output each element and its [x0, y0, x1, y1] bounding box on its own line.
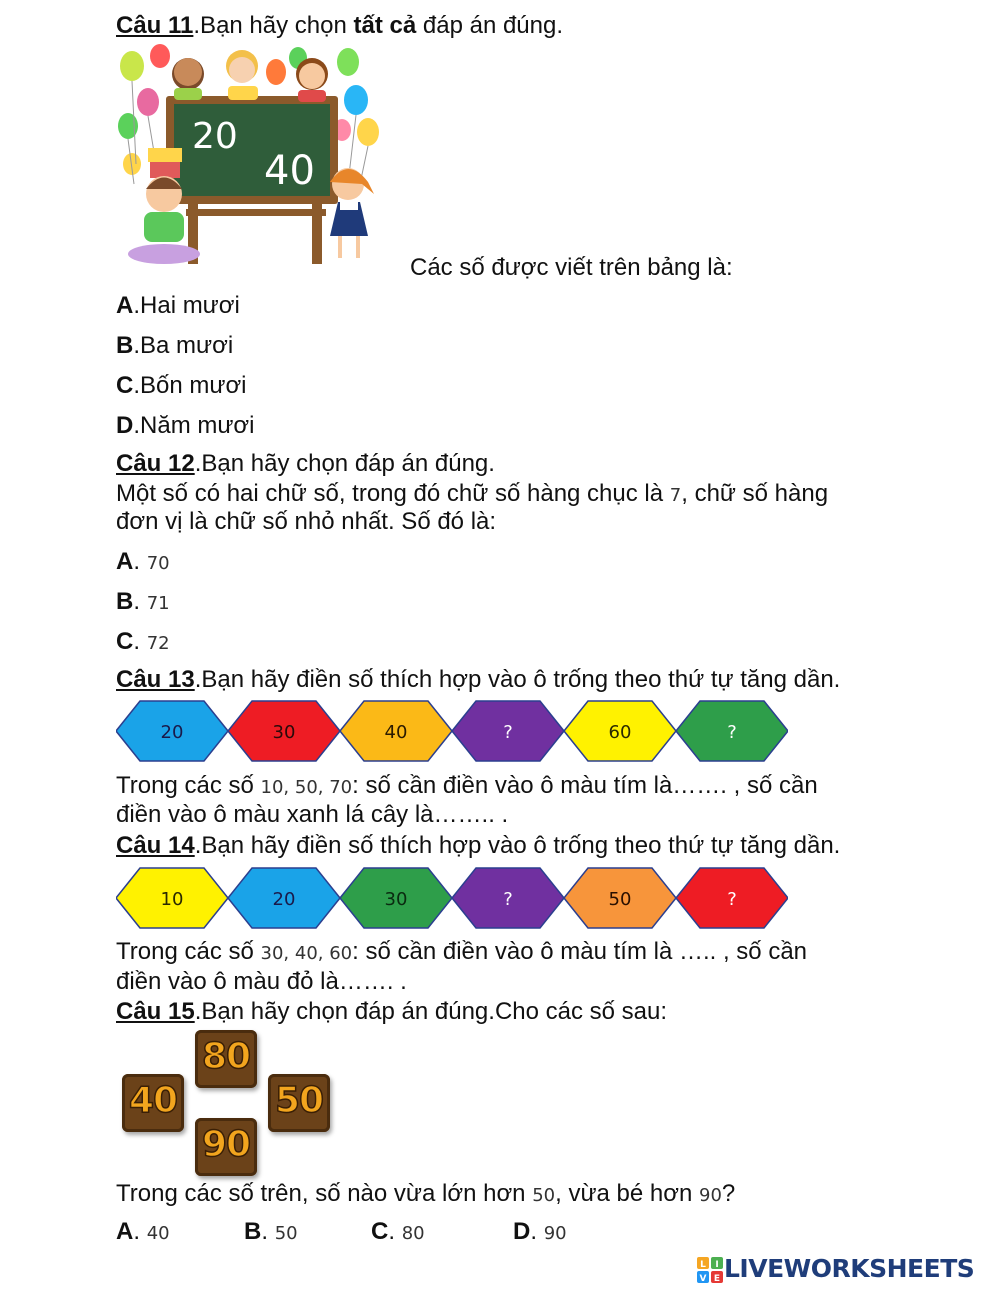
q15-option-d[interactable]: D. 90 [513, 1218, 567, 1245]
option-letter: D [116, 412, 134, 439]
option-letter: A [116, 548, 134, 575]
option-letter: C [371, 1218, 389, 1245]
option-letter: D [513, 1218, 531, 1245]
q13-line1-pre: Trong các số [116, 772, 261, 799]
q14-title: .Bạn hãy điền số thích hợp vào ô trống theo thứ tự tăng dần. [194, 832, 841, 859]
option-value: 40 [146, 1223, 170, 1244]
number-tile-40 [122, 1074, 184, 1132]
q11-title-bold: tất cả [353, 12, 417, 39]
hexagon-label: 20 [272, 889, 296, 910]
q12-number: Câu 12 [116, 450, 195, 477]
option-value: 71 [146, 593, 170, 614]
option-letter: A [116, 292, 134, 319]
q13-number: Câu 13 [116, 666, 195, 693]
q12-line1-num: 7 [669, 485, 682, 506]
hexagon-label: 30 [384, 889, 408, 910]
q13-heading [116, 666, 840, 694]
q13-hexagon-5 [564, 700, 676, 762]
option-text: .Ba mươi [133, 332, 234, 359]
q15-question [116, 1180, 735, 1210]
q13-line1-nums: 10, 50, 70 [260, 777, 353, 798]
option-text: .Bốn mươi [133, 372, 247, 399]
q12-line1-pre: Một số có hai chữ số, trong đó chữ số hàng chục là [116, 480, 670, 507]
number-tile-90 [195, 1118, 257, 1176]
q15-title: .Bạn hãy chọn đáp án đúng.Cho các số sau: [194, 998, 668, 1025]
q11-number: Câu 11 [116, 12, 194, 39]
q12-line1 [116, 480, 828, 510]
q15-question-pre: Trong các số trên, số nào vừa lớn hơn [116, 1180, 533, 1207]
q14-hexagon-2 [228, 867, 340, 929]
q14-line1-nums: 30, 40, 60 [260, 943, 353, 964]
option-value: 90 [543, 1223, 567, 1244]
tile-label: 40 [128, 1080, 178, 1121]
hexagon-label: ? [503, 722, 513, 743]
q11-option-b[interactable] [116, 332, 233, 360]
q11-title-pre: .Bạn hãy chọn [193, 12, 354, 39]
q11-option-a[interactable] [116, 292, 240, 320]
q11-caption: Các số được viết trên bảng là: [410, 254, 733, 281]
q12-line1-post: , chữ số hàng [681, 480, 829, 507]
q13-hexagon-2 [228, 700, 340, 762]
liveworksheets-logo-text: LIVEWORKSHEETS [724, 1254, 975, 1283]
option-value: 50 [274, 1223, 298, 1244]
option-letter: A [116, 1218, 134, 1245]
hexagon-label: 30 [272, 722, 296, 743]
q15-option-a[interactable]: A. 40 [116, 1218, 170, 1245]
option-text: .Năm mươi [133, 412, 255, 439]
hexagon-label: ? [727, 722, 737, 743]
tile-label: 50 [274, 1080, 324, 1121]
q14-line1-post: : số cần điền vào ô màu tím là ….. , số cần [352, 938, 808, 965]
option-letter: B [116, 588, 134, 615]
hexagon-label: ? [727, 889, 737, 910]
q14-line2: điền vào ô màu đỏ là……. . [116, 968, 407, 995]
hexagon-label: 10 [160, 889, 184, 910]
option-value: 80 [401, 1223, 425, 1244]
q12-option-b[interactable]: B. 71 [116, 588, 170, 615]
q14-hexagon-row [116, 867, 788, 929]
q15-question-post: ? [721, 1180, 736, 1207]
hexagon-label: 20 [160, 722, 184, 743]
tile-label: 80 [201, 1036, 251, 1077]
q13-line2: điền vào ô màu xanh lá cây là…….. . [116, 801, 509, 828]
q15-option-c[interactable]: C. 80 [371, 1218, 425, 1245]
q12-title: .Bạn hãy chọn đáp án đúng. [194, 450, 495, 477]
number-tile-50 [268, 1074, 330, 1132]
q13-hexagon-6[interactable] [676, 700, 788, 762]
q14-line1-pre: Trong các số [116, 938, 261, 965]
chalkboard-kids-illustration [116, 44, 401, 272]
hexagon-label: 40 [384, 722, 408, 743]
q12-option-a[interactable]: A. 70 [116, 548, 170, 575]
board-number-2: 40 [264, 148, 315, 194]
q13-line1 [116, 772, 818, 802]
q14-hexagon-6[interactable] [676, 867, 788, 929]
q11-title-post: đáp án đúng. [416, 12, 564, 39]
option-value: 70 [146, 553, 170, 574]
q13-line1-post: : số cần điền vào ô màu tím là……. , số cần [352, 772, 818, 799]
option-letter: C [116, 372, 134, 399]
q13-hexagon-3 [340, 700, 452, 762]
q13-hexagon-1 [116, 700, 228, 762]
svg-text:L: L [700, 1260, 706, 1270]
option-text: .Hai mươi [133, 292, 240, 319]
hexagon-label: 60 [608, 722, 632, 743]
tile-label: 90 [201, 1124, 251, 1165]
q15-option-b[interactable]: B. 50 [244, 1218, 298, 1245]
q14-line1 [116, 938, 807, 968]
q14-number: Câu 14 [116, 832, 195, 859]
q14-hexagon-3 [340, 867, 452, 929]
q13-title: .Bạn hãy điền số thích hợp vào ô trống theo thứ tự tăng dần. [194, 666, 841, 693]
q14-hexagon-5 [564, 867, 676, 929]
q11-heading [116, 12, 563, 40]
svg-text:V: V [699, 1274, 707, 1283]
svg-text:E: E [713, 1274, 721, 1283]
q11-option-c[interactable] [116, 372, 247, 400]
q13-hexagon-4[interactable] [452, 700, 564, 762]
option-letter: B [116, 332, 134, 359]
svg-text:I: I [715, 1260, 719, 1270]
option-value: 72 [146, 633, 170, 654]
option-letter: C [116, 628, 134, 655]
q15-question-n2: 90 [699, 1185, 722, 1206]
q14-hexagon-4[interactable] [452, 867, 564, 929]
q15-question-n1: 50 [532, 1185, 556, 1206]
q14-heading [116, 832, 840, 860]
q11-option-d[interactable] [116, 412, 254, 440]
q15-question-mid: , vừa bé hơn [555, 1180, 699, 1207]
q12-heading [116, 450, 495, 478]
q15-heading [116, 998, 667, 1026]
q12-option-c[interactable]: C. 72 [116, 628, 170, 655]
board-number-1: 20 [192, 116, 238, 157]
q15-number: Câu 15 [116, 998, 195, 1025]
number-tile-80 [195, 1030, 257, 1088]
q13-hexagon-row [116, 700, 788, 762]
option-letter: B [244, 1218, 262, 1245]
hexagon-label: ? [503, 889, 513, 910]
q12-line2: đơn vị là chữ số nhỏ nhất. Số đó là: [116, 508, 497, 535]
hexagon-label: 50 [608, 889, 632, 910]
q14-hexagon-1 [116, 867, 228, 929]
liveworksheets-logo-icon [697, 1257, 723, 1283]
easel [186, 194, 326, 264]
